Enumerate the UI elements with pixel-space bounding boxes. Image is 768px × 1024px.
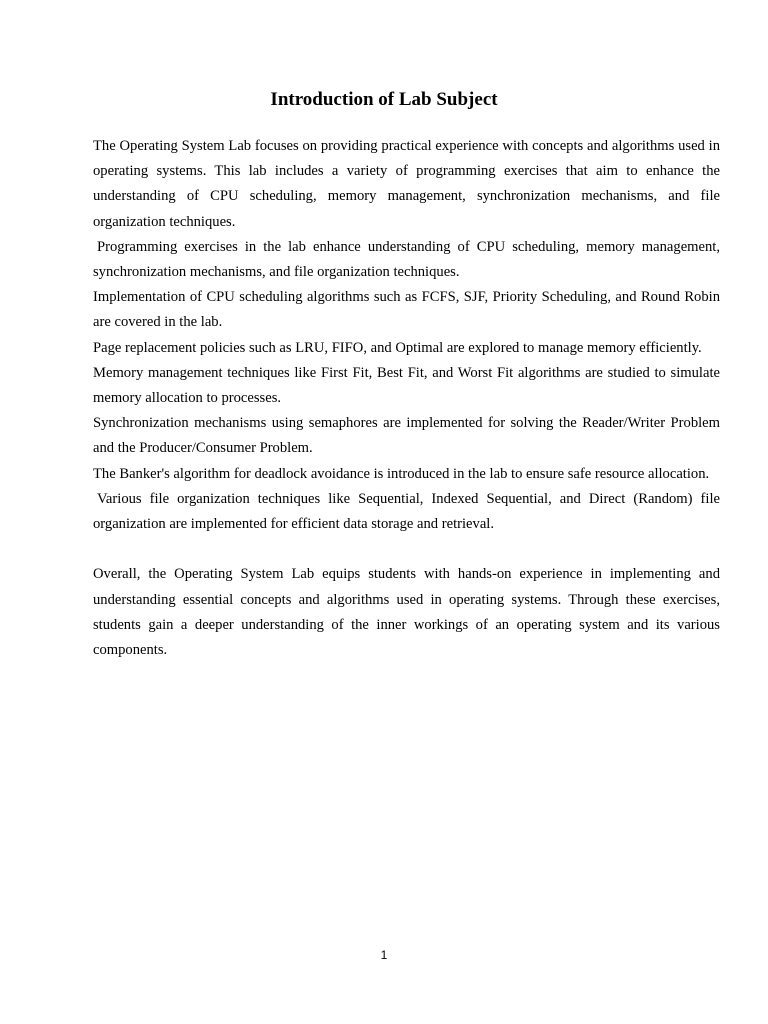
paragraph-programming-exercises: Programming exercises in the lab enhance understanding of CPU scheduling, memory management, synchronization mechanisms, and file organization techniques. [93,238,720,281]
paragraph-cpu-scheduling: Implementation of CPU scheduling algorithms such as FCFS, SJF, Priority Scheduling, and Round Robin are covered in the lab. [93,289,720,331]
paragraph-synchronization: Synchronization mechanisms using semaphores are implemented for solving the Reader/Writer Problem and the Producer/Consumer Problem. [93,415,720,457]
paragraph-intro: The Operating System Lab focuses on providing practical experience with concepts and algorithms used in operating systems. This lab includes a variety of programming exercises that aim to enhance the understanding of CPU scheduling, memory management, synchronization mechanisms, and file organization techniques. [93,138,720,230]
paragraph-conclusion: Overall, the Operating System Lab equips students with hands-on experience in implementing and understanding essential concepts and algorithms used in operating systems. Through these exercises, students gain a deeper understanding of the inner workings of an operating system and its various components. [93,566,720,659]
paragraph-file-organization: Various file organization techniques like Sequential, Indexed Sequential, and Direct (Random) file organization are implemented for efficient data storage and retrieval. [93,490,720,533]
body-text [93,134,720,663]
page-title: Introduction of Lab Subject [270,89,498,110]
paragraph-page-replacement: Page replacement policies such as LRU, FIFO, and Optimal are explored to manage memory efficiently. [93,339,702,356]
paragraph-bankers-algorithm: The Banker's algorithm for deadlock avoidance is introduced in the lab to ensure safe resource allocation. [93,465,710,482]
paragraph-memory-management: Memory management techniques like First Fit, Best Fit, and Worst Fit algorithms are studied to simulate memory allocation to processes. [93,364,720,407]
paragraph-gap [93,537,720,562]
page-number: 1 [380,948,388,962]
